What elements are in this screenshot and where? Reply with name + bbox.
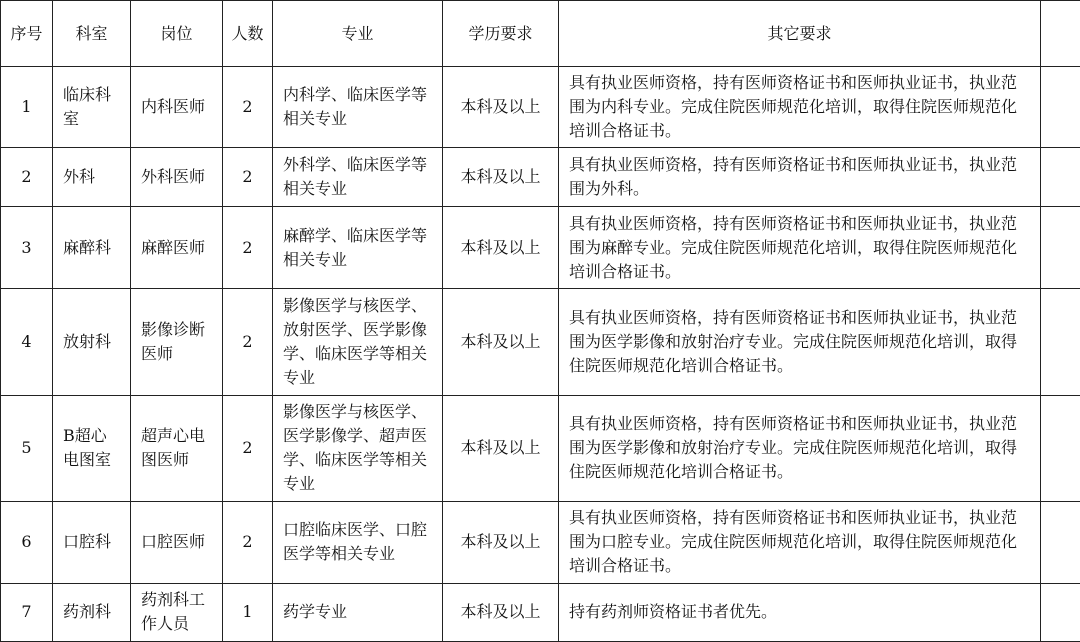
row-other: 具有执业医师资格，持有医师资格证书和医师执业证书，执业范围为外科。 — [559, 148, 1041, 207]
table-row — [1, 583, 1080, 641]
row-education: 本科及以上 — [443, 289, 559, 395]
row-major: 外科学、临床医学等相关专业 — [273, 148, 443, 207]
table-row — [1, 395, 1080, 501]
table-row — [1, 148, 1080, 207]
row-no: 6 — [1, 501, 53, 583]
row-dept: 麻醉科 — [53, 207, 131, 289]
row-education: 本科及以上 — [443, 583, 559, 641]
table-row — [1, 67, 1080, 148]
table-row — [1, 289, 1080, 395]
row-extra — [1041, 67, 1080, 148]
row-education: 本科及以上 — [443, 395, 559, 501]
row-extra — [1041, 395, 1080, 501]
row-education: 本科及以上 — [443, 207, 559, 289]
row-count: 2 — [223, 148, 273, 207]
row-count: 2 — [223, 207, 273, 289]
row-no: 3 — [1, 207, 53, 289]
row-major: 内科学、临床医学等相关专业 — [273, 67, 443, 148]
row-education: 本科及以上 — [443, 67, 559, 148]
row-dept: 外科 — [53, 148, 131, 207]
header-count: 人数 — [223, 1, 273, 67]
row-dept: 药剂科 — [53, 583, 131, 641]
row-extra — [1041, 207, 1080, 289]
row-other: 具有执业医师资格，持有医师资格证书和医师执业证书，执业范围为内科专业。完成住院医师规范化培训，取得住院医师规范化培训合格证书。 — [559, 67, 1041, 148]
row-major: 影像医学与核医学、放射医学、医学影像学、临床医学等相关专业 — [273, 289, 443, 395]
row-major: 口腔临床医学、口腔医学等相关专业 — [273, 501, 443, 583]
row-other: 持有药剂师资格证书者优先。 — [559, 583, 1041, 641]
row-position: 内科医师 — [131, 67, 223, 148]
row-extra — [1041, 289, 1080, 395]
row-position: 麻醉医师 — [131, 207, 223, 289]
row-dept: B超心电图室 — [53, 395, 131, 501]
row-major: 药学专业 — [273, 583, 443, 641]
row-count: 2 — [223, 67, 273, 148]
header-row — [1, 1, 1080, 67]
row-position: 超声心电图医师 — [131, 395, 223, 501]
header-other: 其它要求 — [559, 1, 1041, 67]
header-extra — [1041, 1, 1080, 67]
row-education: 本科及以上 — [443, 148, 559, 207]
row-count: 2 — [223, 395, 273, 501]
row-other: 具有执业医师资格，持有医师资格证书和医师执业证书，执业范围为医学影像和放射治疗专业。完成住院医师规范化培训，取得住院医师规范化培训合格证书。 — [559, 289, 1041, 395]
row-other: 具有执业医师资格，持有医师资格证书和医师执业证书，执业范围为医学影像和放射治疗专业。完成住院医师规范化培训，取得住院医师规范化培训合格证书。 — [559, 395, 1041, 501]
row-extra — [1041, 583, 1080, 641]
header-education: 学历要求 — [443, 1, 559, 67]
table-row — [1, 501, 1080, 583]
row-no: 1 — [1, 67, 53, 148]
row-position: 外科医师 — [131, 148, 223, 207]
header-dept: 科室 — [53, 1, 131, 67]
row-extra — [1041, 148, 1080, 207]
row-no: 4 — [1, 289, 53, 395]
row-count: 2 — [223, 289, 273, 395]
row-no: 5 — [1, 395, 53, 501]
row-count: 2 — [223, 501, 273, 583]
row-major: 影像医学与核医学、医学影像学、超声医学、临床医学等相关专业 — [273, 395, 443, 501]
table-row — [1, 207, 1080, 289]
header-no: 序号 — [1, 1, 53, 67]
row-major: 麻醉学、临床医学等相关专业 — [273, 207, 443, 289]
row-dept: 放射科 — [53, 289, 131, 395]
row-education: 本科及以上 — [443, 501, 559, 583]
row-position: 影像诊断医师 — [131, 289, 223, 395]
header-position: 岗位 — [131, 1, 223, 67]
row-position: 口腔医师 — [131, 501, 223, 583]
header-major: 专业 — [273, 1, 443, 67]
row-extra — [1041, 501, 1080, 583]
row-count: 1 — [223, 583, 273, 641]
row-position: 药剂科工作人员 — [131, 583, 223, 641]
row-dept: 临床科室 — [53, 67, 131, 148]
row-no: 2 — [1, 148, 53, 207]
row-other: 具有执业医师资格，持有医师资格证书和医师执业证书，执业范围为麻醉专业。完成住院医师规范化培训，取得住院医师规范化培训合格证书。 — [559, 207, 1041, 289]
row-other: 具有执业医师资格，持有医师资格证书和医师执业证书，执业范围为口腔专业。完成住院医师规范化培训，取得住院医师规范化培训合格证书。 — [559, 501, 1041, 583]
row-no: 7 — [1, 583, 53, 641]
row-dept: 口腔科 — [53, 501, 131, 583]
